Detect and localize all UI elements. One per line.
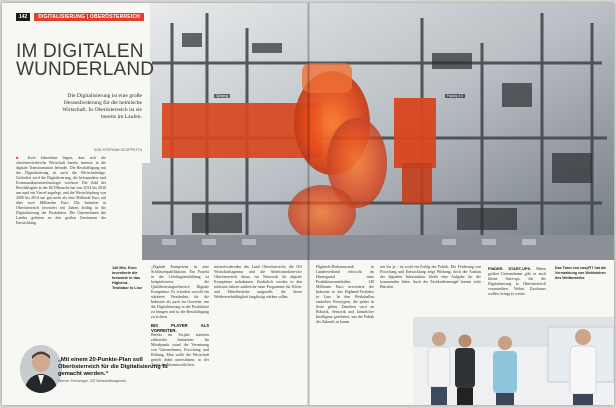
- article-column: misserfordernden das Land Oberösterreich, die OÖ Wirtschaftsagentur und die Arbeitsmarktservice Oberösterreich daran, ein Netzwerk für digitale Kompetenz aufzubauen. Zusätzlich werden in den nächsten Jahren zahlreiche neue Programme für Klein- und Mittelbetriebe ausgerollt, die deren Wettbewerbsfähigkeit langfristig stärken sollen.: [214, 265, 302, 299]
- article-lead: Die Digitalisierung ist eine große Herausforderung für die heimische Wirtschaft. In Oberösterreich ist sie bereits im Laufen.: [62, 93, 142, 120]
- portrait-photo: [20, 345, 62, 393]
- drop-marker: ■: [16, 156, 28, 160]
- photo-tag: Optiprog: [216, 94, 229, 98]
- article-column: Hightech-Diebrunnstadt in Landesverband erforscht im Hintergrund neue Produktionsmethoden. 140 Millionen Euro investierte die Industrie in das Highend-Testlabor in Linz. In den Werkshallen entstehen Prototypen, die später in Serie gehen. Daneben wird an Robotik, Sensorik und künstlicher Intelligenz gearbeitet, um die Fabrik der Zukunft zu bauen.: [316, 265, 374, 324]
- magazine-spread: [2, 3, 614, 405]
- team-caption: Das Team von easyFIT hat die Vermarktung von Wohlstehen des Wettbewerbs: [555, 266, 607, 280]
- section-header: [16, 12, 144, 21]
- article-column: „Digitale Kompetenz ist eine Schlüsselqualifikation. Ein Projekt in der Lehrlingsausbildung ist beispielsweise die Qualifizierungsoffensive Digitale Kompetenz. Es erfordert sowohl ein stärkeres Verständnis für die Industrie als auch im Gewerbe, um die Digitalisierung in die Produktion zu bringen und so die Beschäftigung zu sichern. BIS PLAYER ALS VORREITER. Bereits im Vorjahr starteten zahlreiche Initiativen. Im Mittelpunkt stand die Vernetzung von Unternehmen, Forschung und Bildung. Man wolle die Wirtschaft gezielt dabei unterstützen, so der Tenor der Verantwortlichen.: [151, 265, 209, 367]
- photo-tag: Factory 4.0: [447, 94, 463, 98]
- side-note: 140 Mio. Euro investierte die Industrie in das Highend-Testlabor in Linz: [112, 266, 142, 290]
- article-column: rtet bis ja – ist wohl ein Erfolg der Politik. Die Förderung von Forschung und Entwicklung zeigt Wirkung, doch der Ausbau der digitalen Infrastruktur bleibt eine Aufgabe für die kommenden Jahre. Auch der Fachkräftemangel bremst viele Betriebe.: [380, 265, 481, 289]
- finder-box: FINDER. START-UPS. Neben großen Unternehmen gibt es auch kleine Start-ups, die die Digitalisierung in Oberösterreich vorantreiben. Wohin Zuschauer wollen, bringt es weiter.: [488, 266, 546, 296]
- article-headline: IM DIGITALEN WUNDERLAND: [16, 41, 155, 80]
- section-label: DIGITALISIERUNG | OBERÖSTERREICH: [34, 13, 144, 21]
- quote-text: „Mit einem 20-Punkte-Plan soll Oberösterreich für die Digitalisierung fit gemacht werden.“: [58, 357, 168, 377]
- article-column: ■ Zwei Jahrzehnte liegen, dass sich die oberösterreichische Wirtschaft bereits intensiv in die digitale Transformation befindet. Die Beschäftigung mit der Digitalisierung ist auch die Wirtschaftslage. Gefördert wird die Digitalisierung, die Infrastruktur und Kommunikationstechnologie wachsen. Die Zahl der Beschäftigten in der IKT-Branche hat von 2014 bis 2016 um rund ein Viertel zugelegt, und die Wertschöpfung von 2000 bis 2014 um gut mehr als eine Milliarde Euro auf über zwei Milliarden Euro. Die Industrie in Oberösterreich investiert seit Jahren kräftig in die Digitalisierung der Produktion. Die Unternehmen des Landes gehören zu den großen Gewinnern der Entwicklung.: [16, 156, 106, 225]
- quote-source: Werner Fennesger, OÖ Wirtschaftsagentur: [58, 379, 127, 383]
- team-photo: [413, 317, 614, 405]
- pull-quote: [16, 339, 168, 397]
- page-number: 142: [16, 13, 30, 21]
- column-subheading: BIS PLAYER ALS VORREITER.: [151, 323, 209, 333]
- page-gutter: [307, 3, 310, 405]
- article-byline: VON STEPHAN SCOPPETTA: [93, 148, 142, 152]
